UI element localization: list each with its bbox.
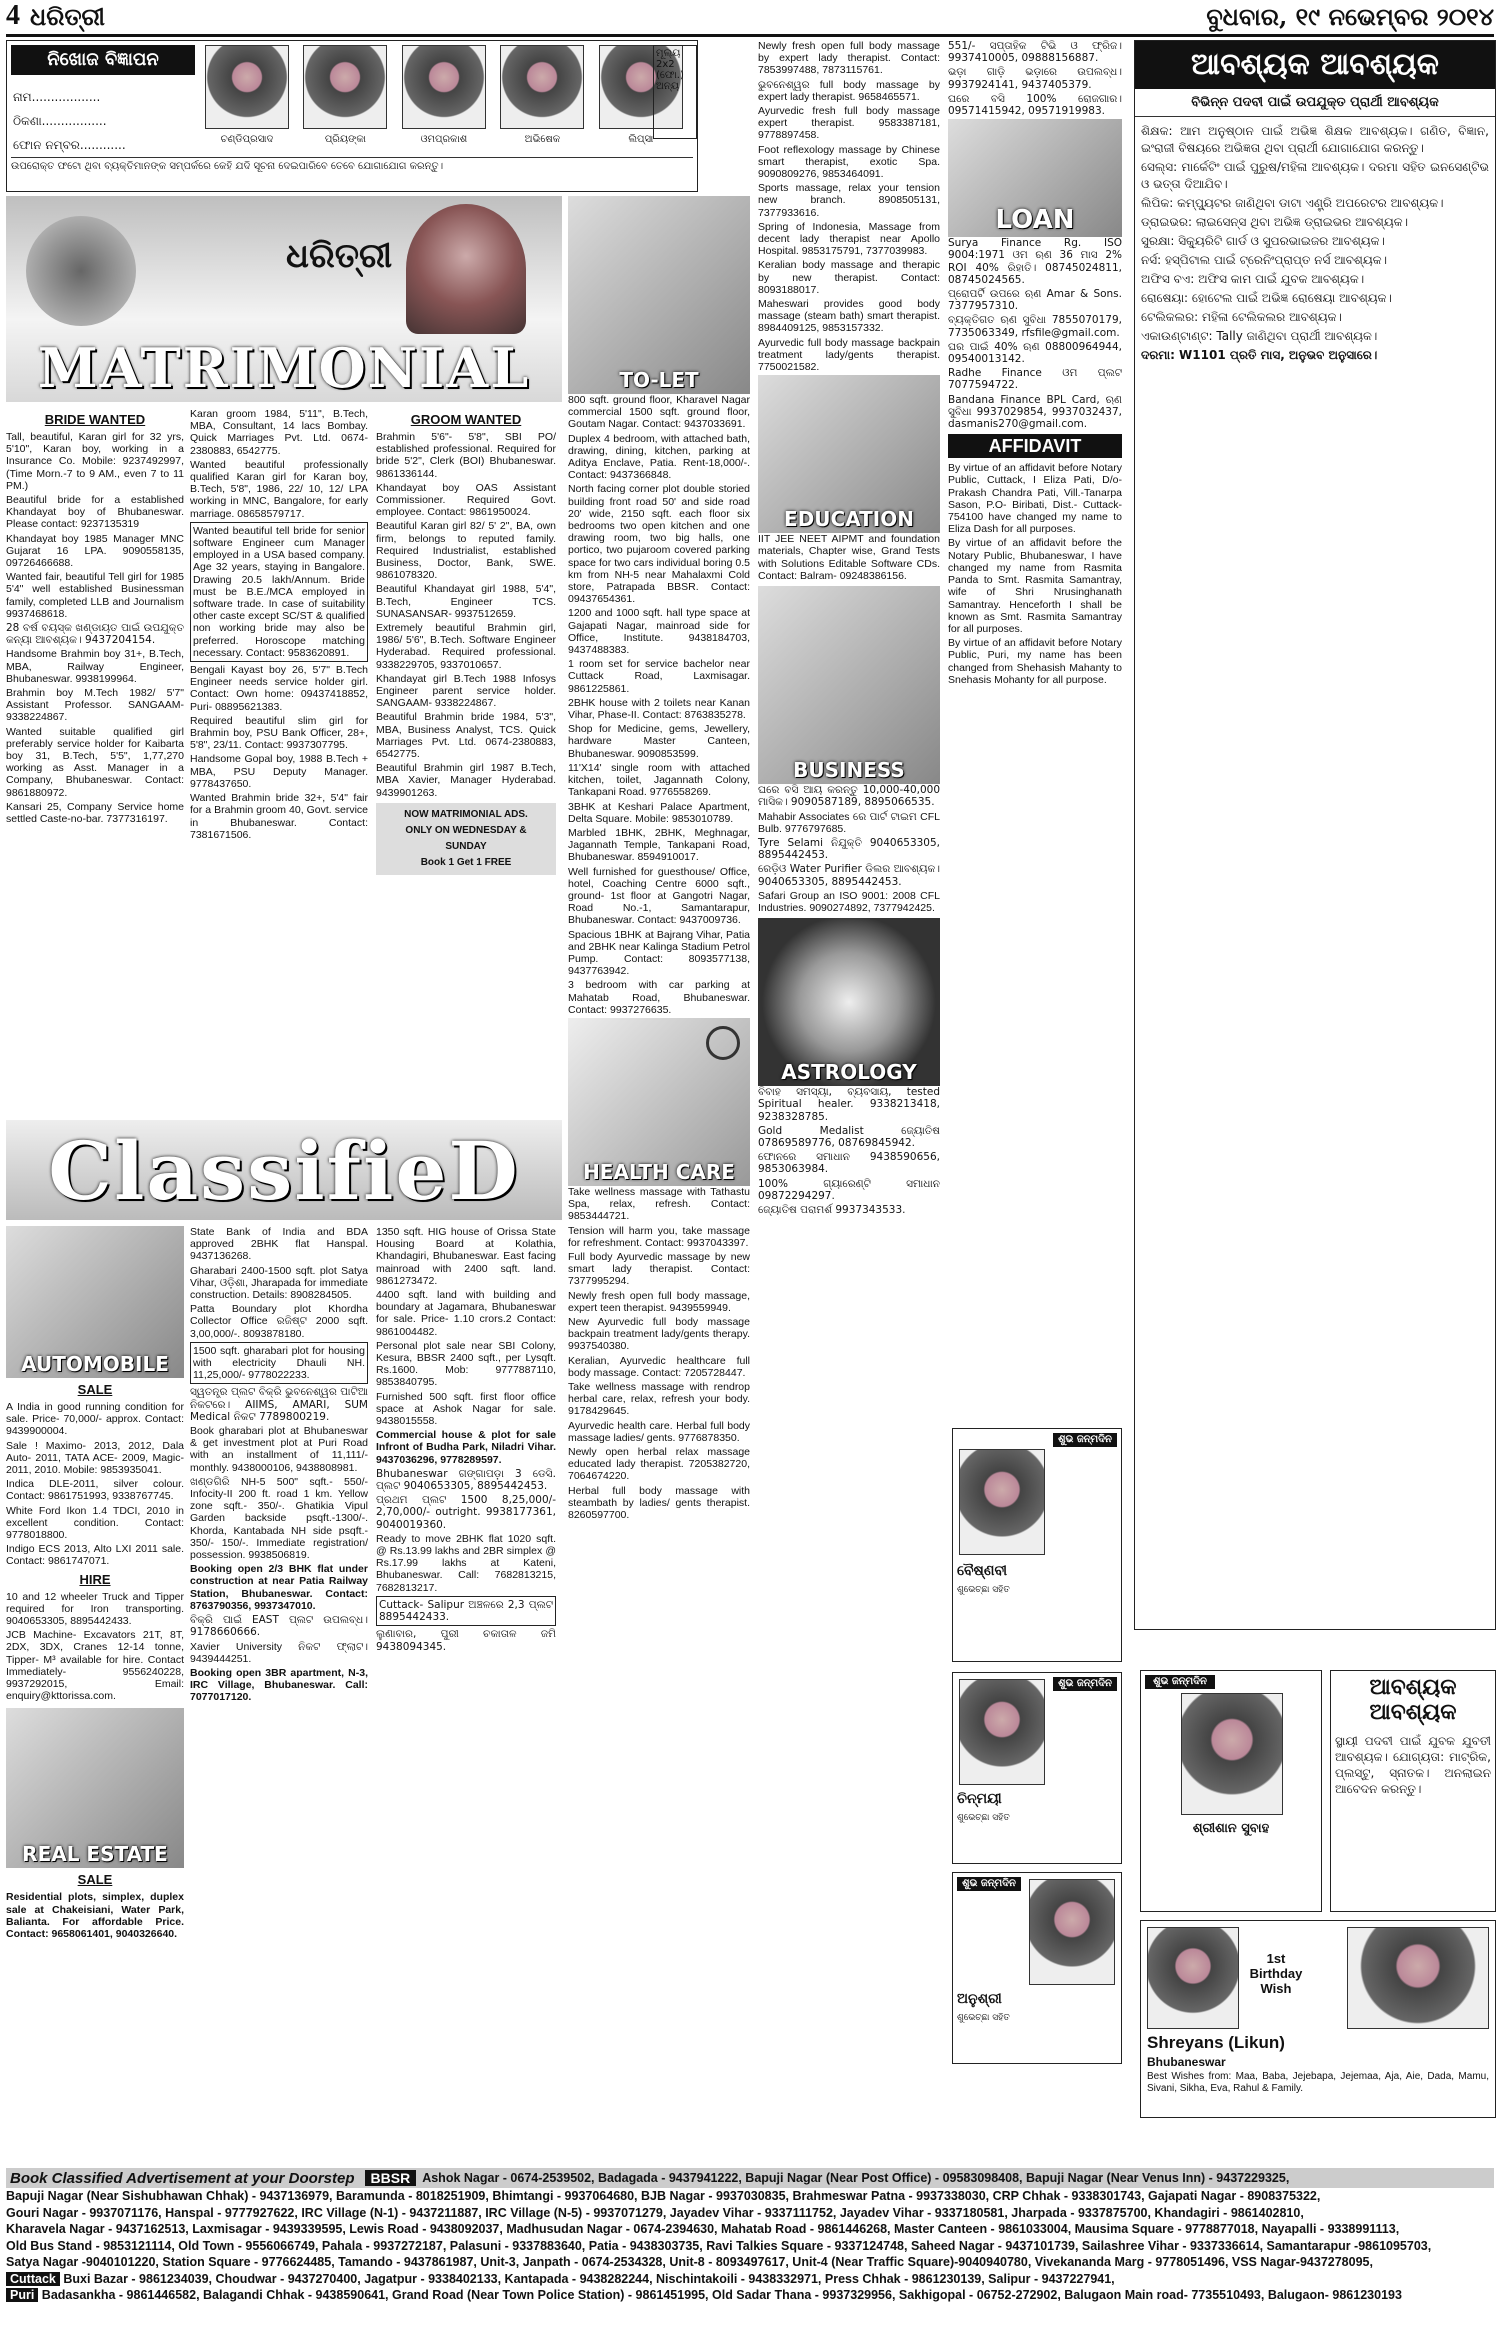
- classified-ad: A India in good running condition for sale. Price- 70,000/- approx. Contact: 9439900004.: [6, 1401, 184, 1438]
- automobile-label: AUTOMOBILE: [21, 1352, 169, 1376]
- face-name: ଲିପ୍ସା: [628, 134, 654, 145]
- bride-wanted-column: [6, 408, 184, 827]
- matrimonial-ad: Khandayat boy OAS Assistant Commissioner. Required Govt. employee. Contact: 9861950024.: [376, 481, 556, 519]
- business-ad: Mahabir Associates ରେ ପାର୍ଟ ଟାଇମ CFL Bulb. 9776797685.: [758, 810, 940, 835]
- misc-ad: 551/- ସପ୍ତାହିକ ଟିଭି ଓ ଫ୍ରିଜ। 9937410005, 09888156887.: [948, 40, 1122, 65]
- astrology-ad: Gold Medalist ଜ୍ୟୋତିଷ 07869589776, 08769845942.: [758, 1124, 940, 1149]
- cuttack-line: Buxi Bazar - 9861234039, Choudwar - 9437270400, Jagatpur - 9338402133, Kantapada - 9438282244, Nischintakoili - 9438332971, Press Chhak - 9861230139, Salipur - 9437227941,: [63, 2271, 1115, 2286]
- footer-line: Bapuji Nagar (Near Sishubhawan Chhak) - 9437136979, Baramunda - 8018251909, Bhimtangi - 9937064680, BJB Nagar - 9937030835, Brahmeswar Patna - 9937338030, CRP Chhak - 9338301743, Gajapati Nagar - 8908375322,: [6, 2189, 1321, 2203]
- first-birthday-box: [1140, 1920, 1496, 2118]
- bride-illustration: [406, 204, 526, 334]
- classified-ad: Gharabari 2400-1500 sqft. plot Satya Vihar, ଓଡ଼ିଶା, Jharapada for immediate construction. Details: 8908284505.: [190, 1264, 368, 1302]
- form-note: ଉପରୋକ୍ତ ଫଟୋ ଥିବା ବ୍ୟକ୍ତିମାନଙ୍କ ସମ୍ପର୍କରେ କେହି ଯଦି ସୂଚନା ଦେଇପାରିବେ ତେବେ ଯୋଗାଯୋଗ କରନ୍ତୁ।: [11, 157, 693, 173]
- classified-column-3: [376, 1226, 556, 1655]
- matrimonial-ad: Karan groom 1984, 5'11", B.Tech, MBA, Consultant, 14 lacs Bombay. Quick Marriages Pvt. Ltd. 0674-2380883, 6542775.: [190, 408, 368, 457]
- classified-ad: Book gharabari plot at Bhubaneswar & get investment plot at Puri Road with an installment of 11,111/- monthly. 9438000106, 9438808981.: [190, 1425, 368, 1474]
- child-photo: [959, 1679, 1045, 1785]
- page-date: ବୁଧବାର, ୧୯ ନଭେମ୍ବର ୨୦୧୪: [1206, 2, 1494, 31]
- face-card: [496, 45, 588, 145]
- child-photo: [1147, 1927, 1239, 2029]
- astrology-ad: ଫୋନରେ ସମାଧାନ 9438590656, 9853063984.: [758, 1151, 940, 1176]
- wish-tag: ଶୁଭ ଜନ୍ମଦିନ: [1053, 1677, 1117, 1691]
- classified-ad: 1350 sqft. HIG house of Orissa State Housing Board at Kolathia, Khandagiri, Bhubaneswar. East facing mainroad with 2400 sqft. land. 9861273472.: [376, 1226, 556, 1287]
- face-card: [299, 45, 391, 145]
- footer-title: Book Classified Advertisement at your Doorstep: [10, 2169, 355, 2187]
- healthcare-label: HEALTH CARE: [583, 1159, 735, 1184]
- business-ad: ରେଡ଼ିଓ Water Purifier ଡିଲର ଆବଶ୍ୟକ। 9040653305, 8895442453.: [758, 863, 940, 888]
- cross-icon: [706, 1026, 740, 1060]
- misc-ad: ଭଡ଼ା ଗାଡ଼ି ଭଡ଼ାରେ ଉପଲବ୍ଧ। 9937924141, 9437405379.: [948, 66, 1122, 91]
- loan-ad: Radhe Finance ଓମ ପ୍ଲଟ 7077594722.: [948, 367, 1122, 392]
- matrimonial-ad: Brahmin boy M.Tech 1982/ 5'7" Assistant Professor. SANGAAM- 9338224867.: [6, 687, 184, 724]
- health-ad: Ayurvedic health care. Herbal full body massage ladies/ gents. 9776878350.: [568, 1419, 750, 1444]
- loan-ad: Surya Finance Rg. ISO 9004:1971 ଓମ ଋଣ 36 ମାସ 2% ROI 40% ରିହାତି। 08745024811, 08745024565.: [948, 237, 1122, 286]
- massage-ad: Sports massage, relax your tension new branch. 8908505131, 7377933616.: [758, 182, 940, 219]
- face-name: ପ୍ରିୟଙ୍କା: [324, 134, 367, 145]
- classified-ad: Booking open 3BR apartment, N-3, IRC Village, Bhubaneswar. Call: 7077017120.: [190, 1666, 368, 1704]
- notice-line: Book 1 Get 1 FREE: [420, 856, 512, 868]
- jobs-paragraph: ଦରମା: W1101 ପ୍ରତି ମାସ, ଅନୁଭବ ଅନୁସାରେ।: [1141, 348, 1378, 362]
- matrimonial-ad: Beautiful Brahmin girl 1987 B.Tech, MBA Xavier, Manager Hyderabad. 9439901263.: [376, 762, 556, 799]
- education-ad: IIT JEE NEET AIPMT and foundation materials, Chapter wise, Grand Tests with Solutions Editable Software CDs. Contact: Balram- 09248386156.: [758, 533, 940, 582]
- tolet-ad: Shop for Medicine, gems, Jewellery, hardware Master Canteen, Bhubaneswar. 9090853599.: [568, 723, 750, 760]
- classified-boxed-ad: Cuttack- Salipur ଅଞ୍ଚଳରେ 2,3 ପ୍ଲଟ 8895442433.: [376, 1596, 556, 1626]
- massage-ad: Ayurvedic fresh full body massage expert therapist. 9583387181, 9778897458.: [758, 105, 940, 142]
- face-name: ଓମପ୍ରକାଶ: [420, 134, 468, 145]
- matrimonial-ad: Khandayat girl B.Tech 1988 Infosys Engineer parent service holder. SANGAAM- 9338224867.: [376, 672, 556, 710]
- to-let-column: [568, 196, 750, 1523]
- form-label: ଫୋନ ନମ୍ବର............: [13, 138, 126, 152]
- matrimonial-ad: Wanted fair, beautiful Tell girl for 1985 5'4" well established Businessman family, completed LLB and Journalism 9937468618.: [6, 571, 184, 620]
- missing-person-form: [6, 40, 698, 192]
- wish-name: ଅନୁଶ୍ରୀ: [957, 1991, 1002, 2007]
- re-sale-heading: SALE: [77, 1872, 113, 1888]
- tolet-ad: Well furnished for guesthouse/ Office, hotel, Coaching Centre 6000 sqft., ground- 1st floor at Gangotri Nagar, Road No.-1, Samantarapur, Bhubaneswar. Contact: 9437009736.: [568, 865, 750, 927]
- birthday-wish-box: [952, 1428, 1122, 1662]
- classified-ad: JCB Machine- Excavators 21T, 8T, 2DX, 3DX, Cranes 12-14 tonne, Tipper- M³ available for hire. Contact Immediately- 9556240228, 9937292015, Email: enquiry@kttorissa.com.: [6, 1629, 184, 1703]
- classified-ad: Patta Boundary plot Khordha Collector Office ରଜିଷ୍ଟ 2000 sqft. 3,00,000/-. 8093878180.: [190, 1303, 368, 1340]
- form-labels: [13, 85, 126, 157]
- wish-tag: ଶୁଭ ଜନ୍ମଦିନ: [1053, 1433, 1117, 1447]
- birthday-text: Best Wishes from: Maa, Baba, Jejebapa, Jejemaa, Aja, Aie, Dada, Mamu, Sivani, Sikha, Eva, Rahul & Family.: [1147, 2071, 1489, 2095]
- jobs-paragraph: ଏକାଉଣ୍ଟାଣ୍ଟ: Tally ଜାଣିଥିବା ପ୍ରାର୍ଥୀ ଆବଶ୍ୟକ।: [1141, 329, 1378, 343]
- face-photo: [205, 45, 289, 129]
- page-number: 4: [6, 0, 20, 31]
- tolet-ad: Spacious 1BHK at Bajrang Vihar, Patia and 2BHK near Kalinga Stadium Petrol Pump. Contact: 8093577138, 9437763942.: [568, 928, 750, 978]
- tolet-ad: 3BHK at Keshari Palace Apartment, Delta Square. Mobile: 9853010789.: [568, 800, 750, 825]
- jobs-paragraph: ଟେଲିକଲର: ମହିଳା ଟେଲିକଲର ଆବଶ୍ୟକ।: [1141, 310, 1342, 324]
- notice-line: SUNDAY: [445, 840, 487, 852]
- tolet-label: TO-LET: [619, 368, 699, 392]
- loan-label: LOAN: [995, 205, 1075, 236]
- tolet-ad: 1200 and 1000 sqft. hall type space at Gajapati Nagar, mainroad side for Office, Institute. 9438184703, 9437488383.: [568, 607, 750, 657]
- business-image: [758, 586, 940, 784]
- classified-ad: 4400 sqft. land with building and boundary at Jagamara, Bhubaneswar for sale. Price- 1.10 crors.2 Contact: 9861004482.: [376, 1289, 556, 1338]
- jobs-paragraph: ସୁରକ୍ଷା: ସିକ୍ୟୁରିଟି ଗାର୍ଡ ଓ ସୁପରଭାଇଜର ଆବଶ୍ୟକ।: [1141, 234, 1385, 248]
- bride-heading: BRIDE WANTED: [44, 412, 146, 427]
- cuttack-tag: Cuttack: [6, 2272, 60, 2286]
- hire-heading: HIRE: [79, 1571, 111, 1587]
- health-ad: Herbal full body massage with steambath by ladies/ gents therapist. 8260597700.: [568, 1484, 750, 1522]
- classified-column-2: [190, 1226, 368, 1706]
- education-label: EDUCATION: [784, 507, 914, 532]
- matrimonial-ad: Extremely beautiful Brahmin girl, 1986/ 5'6", B.Tech. Software Engineer Hyderabad. Required professional. 9338229705, 9337010657.: [376, 622, 556, 671]
- health-ad: Newly open herbal relax massage educated lady therapist. 7205382720, 7064674220.: [568, 1446, 750, 1483]
- classified-ad: 10 and 12 wheeler Truck and Tipper required for Iron transporting. 9040653305, 8895442433.: [6, 1590, 184, 1628]
- face-name: ଅଭିଷେକ: [524, 134, 561, 145]
- footer-line-cuttack: [6, 2271, 1494, 2288]
- child-photo: [1181, 1693, 1283, 1815]
- matrimonial-column-2: [190, 408, 368, 843]
- birthday-city: Bhubaneswar: [1147, 2055, 1226, 2069]
- classified-ad: Indica DLE-2011, silver colour. Contact: 9861751993, 9338767745.: [6, 1478, 184, 1503]
- classified-ad: ଖଣ୍ଡଗିରି NH-5 500" sqft.- 550/- Infocity-II 200 ft. road 1 km. Yellow zone sqft.- 350/-. Ghatikia Vipul Garden backside psqft.-1300/-. Khorda, Kantabada NH side psqft.- 350/- 150/-. Immediate registration/ possession. 9938506819.: [190, 1475, 368, 1562]
- birthday-wish-box: [952, 1672, 1122, 1864]
- jobs-paragraph: ରୋଷେୟା: ହୋଟେଲ ପାଇଁ ଅଭିଜ୍ଞ ରୋଷେୟା ଆବଶ୍ୟକ।: [1141, 291, 1392, 305]
- jobs-paragraph: ଅଫିସ ବଏ: ଅଫିସ କାମ ପାଇଁ ଯୁବକ ଆବଶ୍ୟକ।: [1141, 272, 1365, 286]
- health-ad: Keralian, Ayurvedic healthcare full body massage. Contact: 7205728447.: [568, 1354, 750, 1379]
- massage-ad: Keralian body massage and therapic by new therapist. Contact: 8093188017.: [758, 259, 940, 296]
- classified-ad: Ready to move 2BHK flat 1020 sqft. @ Rs.13.99 lakhs and 2BR simplex @ Rs.17.99 lakhs at Kateni, Bhubaneswar. Call: 7682813215, 7682813217.: [376, 1532, 556, 1594]
- wish-name: ଶ୍ରୀଶାନ ସୁବାହ: [1192, 1821, 1270, 1836]
- classified-ad: Furnished 500 sqft. first floor office space at Ashok Nagar for sale. 9438015558.: [376, 1390, 556, 1428]
- jobs-paragraph: ଡ୍ରାଇଭର: ଲାଇସେନ୍ସ ଥିବା ଅଭିଜ୍ଞ ଡ୍ରାଇଭର ଆବଶ୍ୟକ।: [1141, 215, 1408, 229]
- footer-line: Old Bus Stand - 9853121114, Old Town - 9556066749, Pahala - 9937272187, Palasuni - 9337883640, Patia - 9438303735, Ravi Talkies Square - 9337124748, Saheed Nagar - 9437101739, Sailashree Vihar - 9337336614, Samantarapur -9861095703,: [6, 2238, 1432, 2253]
- classified-ad: Booking open 2/3 BHK flat under construction at near Patia Railway Station, Bhubaneswar. Contact: 8763790356, 9937347010.: [190, 1563, 368, 1612]
- classified-boxed-ad: 1500 sqft. gharabari plot for housing with electricity Dhauli NH. 11,25,000/- 9778022233.: [190, 1342, 368, 1385]
- health-ad: New Ayurvedic full body massage backpain treatment lady/gents therapy. 9937540380.: [568, 1315, 750, 1353]
- matrimonial-ad: Beautiful Brahmin bride 1984, 5'3", MBA, Business Analyst, TCS. Quick Marriages Pvt. Ltd. 0674-2380883, 6542775.: [376, 711, 556, 761]
- business-label: BUSINESS: [793, 758, 905, 783]
- child-photo: [1347, 1927, 1489, 2029]
- massage-education-column: [758, 40, 940, 1218]
- loan-ad: ପ୍ରୋପର୍ଟି ଉପରେ ଋଣ Amar & Sons. 7377957310.: [948, 288, 1122, 313]
- matrimonial-ad: Tall, beautiful, Karan girl for 32 yrs, 5'10", Karan boy, working in a Insurance Co. Mobile: 9237492997, (Time Morn.-7 to 9 AM., even 7 to 11 PM.): [6, 431, 184, 492]
- jobs-paragraph: ନର୍ସ: ହସ୍ପିଟାଲ ପାଇଁ ଟ୍ରେନିଂପ୍ରାପ୍ତ ନର୍ସ ଆବଶ୍ୟକ।: [1141, 253, 1388, 267]
- matrimonial-ad: Bengali Kayast boy 26, 5'7" B.Tech Engineer needs service holder girl. Contact: Own home: 09437418852, Puri- 08895621383.: [190, 664, 368, 713]
- drum-illustration: [26, 216, 136, 326]
- jobs-box-text: ସ୍ଥାୟୀ ପଦବୀ ପାଇଁ ଯୁବକ ଯୁବତୀ ଆବଶ୍ୟକ। ଯୋଗ୍ୟତା: ମାଟ୍ରିକ, ପ୍ଲସ୍‌ଟୁ, ସ୍ନାତକ। ଅନଲାଇନ ଆବେଦନ କରନ୍ତୁ।: [1335, 1734, 1491, 1796]
- classified-ad: Indigo ECS 2013, Alto LXI 2011 sale. Contact: 9861747071.: [6, 1543, 184, 1568]
- face-photo: [402, 45, 486, 129]
- astrology-ad: ଜ୍ୟୋତିଷ ପରାମର୍ଶ 9937343533.: [758, 1203, 906, 1216]
- realestate-image: [6, 1708, 184, 1868]
- matrimonial-ad: Handsome Gopal boy, 1988 B.Tech + MBA, PSU Deputy Manager. 9778437650.: [190, 753, 368, 790]
- wish-name: ଚିନ୍ମୟୀ: [957, 1791, 1002, 1807]
- sale-heading: SALE: [77, 1382, 113, 1397]
- birthday-heading: 1st Birthday Wish: [1249, 1951, 1303, 1996]
- matrimonial-ad: Wanted suitable qualified girl preferably service holder for Kaibarta boy 31, B.Tech, 5'5", 1,77,270 working as Asst. Manager in a Company, Bhubaneswar. Contact: 9861880972.: [6, 725, 184, 799]
- matrimonial-ad: Required beautiful slim girl for Brahmin boy, PSU Bank Officer, 28+, 5'8", 23/11. Contact: 9937307795.: [190, 714, 368, 752]
- affidavit-heading: AFFIDAVIT: [948, 434, 1122, 458]
- classified-ad: Xavier University ନିକଟ ଫ୍ଲାଟ। 9439444251.: [190, 1640, 368, 1665]
- classified-ad: ସ୍ୱତନ୍ତ୍ର ପ୍ଲଟ ବିକ୍ରି ଭୁବନେଶ୍ୱର ପାଟିଆ ନିକଟରେ। AIIMS, AMARI, SUM Medical ନିକଟ 7789800219.: [190, 1386, 368, 1423]
- jobs-paragraph: ଲିପିକ: କମ୍ପ୍ୟୁଟର ଜାଣିଥିବା ଡାଟା ଏଣ୍ଟ୍ରି ଅପରେଟର ଆବଶ୍ୟକ।: [1141, 196, 1444, 210]
- footer-line: Satya Nagar -9040101220, Station Square - 9776624485, Tamando - 9437861987, Unit-3, Janpath - 0674-2534328, Unit-8 - 8093497617, Unit-4 (Near Traffic Square)-9040940780, Vivekananda Marg - 9778051496, VSS Nagar-9437278095,: [6, 2255, 1373, 2269]
- business-ad: Safari Group an ISO 9001: 2008 CFL Industries. 9090274892, 7377942425.: [758, 889, 940, 914]
- tolet-ad: North facing corner plot double storied building front road 50' and side road 20' wide, 2150 sqft. each floor six bedrooms two open kitchen and one drawing room, two big halls, one portico, two pujaroom covered parking space for two cars individual boring 0.5 km from NH-5 near Mahalaxmi Cold store, Patrapada BBSR. Contact: 09437654361.: [568, 483, 750, 606]
- massage-ad: ଭୁବନେଶ୍ୱର full body massage by expert lady therapist. 9658465571.: [758, 78, 940, 103]
- affidavit-notice: By virtue of an affidavit before Notary Public, Cuttack, I Eliza Pati, D/o- Prakash Chandra Pati, Vill.-Tanarpa Sason, P.O- Biribati, Dist.- Cuttack- 754100 have changed my name to Eliza Dash for all purposes.: [948, 462, 1122, 536]
- matrimonial-ad: Brahmin 5'6"- 5'8", SBI PO/ established professional. Required for bride 5'2", Clerk (BOI) Bhubaneswar. 9861336144.: [376, 431, 556, 480]
- loan-ad: ଘର ପାଇଁ 40% ଋଣ 08800964944, 09540013142.: [948, 340, 1122, 366]
- matrimonial-ad: Beautiful bride for a established Khandayat boy of Bhubaneswar. Please contact: 9237135319: [6, 494, 184, 531]
- tolet-ad: 1 room set for service bachelor near Cuttack Road, Laxmisagar. 9861225861.: [568, 658, 750, 695]
- matrimonial-logo: ଧରିତ୍ରୀ: [286, 236, 393, 276]
- business-ad: Tyre Selami ନିଯୁକ୍ତି 9040653305, 8895442453.: [758, 836, 940, 862]
- jobs-box-2: [1330, 1670, 1496, 1912]
- business-ad: ଘରେ ବସି ଆୟ କରନ୍ତୁ 10,000-40,000 ମାସିକ। 9090587189, 8895066535.: [758, 784, 940, 809]
- jobs-paragraph: ସେଲ୍ସ: ମାର୍କେଟିଂ ପାଇଁ ପୁରୁଷ/ମହିଳା ଆବଶ୍ୟକ। ଦରମା ସହିତ ଇନସେଣ୍ଟିଭ ଓ ଭତ୍ତା ଦିଆଯିବ।: [1141, 160, 1489, 191]
- astrology-label: ASTROLOGY: [781, 1060, 917, 1085]
- paper-name: ଧରିତ୍ରୀ: [30, 2, 105, 31]
- form-price-box: ମୂଲ୍ୟ 2x2 (ଫୋ.) ଅନ୍ୟ: [653, 45, 697, 139]
- affidavit-notice: By virtue of an affidavit before Notary Public, Puri, my name has been changed from Shehasish Mahanty to Snehasis Mohanty for all purpose.: [948, 637, 1122, 686]
- birthday-name: Shreyans (Likun): [1147, 2033, 1285, 2052]
- healthcare-image: [568, 1018, 750, 1186]
- groom-wanted-column: [376, 408, 556, 875]
- matrimonial-ad: Beautiful Karan girl 82/ 5' 2", BA, own firm, belongs to reputed family. Required Industrialist, established Business, Doctor, Bank, SWE. 9861078320.: [376, 520, 556, 582]
- jobs-subtitle: ବିଭିନ୍ନ ପଦବୀ ପାଇଁ ଉପଯୁକ୍ତ ପ୍ରାର୍ଥୀ ଆବଶ୍ୟକ: [1135, 89, 1495, 117]
- tolet-ad: Marbled 1BHK, 2BHK, Meghnagar, Jagannath Temple, Tankapani Road, Bhubaneswar. 8594910017.: [568, 826, 750, 864]
- page-header: [6, 0, 1494, 37]
- wish-tag: ଶୁଭ ଜନ୍ମଦିନ: [1145, 1675, 1215, 1689]
- puri-line: Badasankha - 9861446582, Balagandi Chhak - 9438590641, Grand Road (Near Town Police Station) - 9861451995, Old Sadar Thana - 9937329956, Sakhigopal - 06752-272902, Balugaon Main road- 7735510493, Balugaon- 9861230193: [41, 2288, 1402, 2302]
- health-ad: Take wellness massage with rendrop herbal care, relax, refresh your body. 9178429645.: [568, 1381, 750, 1418]
- birthday-wish-box: [1140, 1670, 1322, 1912]
- massage-ad: Foot reflexology massage by Chinese smart therapist, exotic Spa. 9090809276, 9853464091.: [758, 143, 940, 181]
- matrimonial-ad: Kansari 25, Company Service home settled Caste-no-bar. 7377316197.: [6, 800, 184, 826]
- matrimonial-ad: Beautiful Khandayat girl 1988, 5'4", B.Tech, Engineer TCS. SUNASANSAR- 9937512659.: [376, 583, 556, 620]
- tolet-ad: 2BHK house with 2 toilets near Kanan Vihar, Phase-II. Contact: 8763835278.: [568, 696, 750, 722]
- health-ad: Take wellness massage with Tathastu Spa, relax, refresh. Contact: 9853444721.: [568, 1185, 750, 1223]
- massage-ad: Ayurvedic full body massage backpain treatment lady/gents therapist. 7750021582.: [758, 336, 940, 374]
- classified-ad: Residential plots, simplex, duplex sale at Chakeisiani, Water Park, Balianta. For affordable Price. Contact: 9658061401, 9040326640.: [6, 1891, 184, 1941]
- loan-ad: Bandana Finance BPL Card, ଋଣ ସୁବିଧା 9937029854, 9937032437, dasmanis270@gmail.com.: [948, 393, 1122, 431]
- wish-text: ଶୁଭେଚ୍ଛା ସହିତ: [957, 1813, 1010, 1823]
- face-photo: [303, 45, 387, 129]
- wish-tag: ଶୁଭ ଜନ୍ମଦିନ: [957, 1877, 1021, 1891]
- notice-line: ONLY ON WEDNESDAY &: [405, 824, 527, 836]
- jobs-advertisement: [1134, 40, 1496, 1630]
- classified-ad: Personal plot sale near SBI Colony, Kesura, BBSR 2400 sqft., per Lysqft. Rs.1600. Mob: 9777887110, 9853840795.: [376, 1339, 556, 1389]
- realestate-label: REAL ESTATE: [22, 1842, 168, 1867]
- classified-ad: ବିକ୍ରି ପାଇଁ EAST ପ୍ଲଟ ଉପଲବ୍ଧ। 9178660666.: [190, 1614, 368, 1639]
- loan-ad: ବ୍ୟକ୍ତିଗତ ଋଣ ସୁବିଧା 7855070179, 7735063349, rfsfile@gmail.com.: [948, 314, 1122, 339]
- classified-banner: [6, 1120, 562, 1220]
- loan-affidavit-column: [948, 40, 1122, 688]
- child-photo: [1029, 1879, 1115, 1985]
- face-name: ଚଣ୍ଡିପ୍ରସାଦ: [220, 134, 274, 145]
- tolet-ad: 800 sqft. ground floor, Kharavel Nagar commercial 1500 sqft. ground floor, Goutam Nagar. Contact: 9437033691.: [568, 394, 750, 431]
- footer-line: Ashok Nagar - 0674-2539502, Badagada - 9437941222, Bapuji Nagar (Near Post Office) - 09583098408, Bapuji Nagar (Near Venus Inn) - 9437229325,: [422, 2170, 1290, 2185]
- matrimonial-banner: [6, 196, 562, 402]
- massage-ad: Spring of Indonesia, Massage from decent lady therapist near Apollo Hospital. 9853175791, 7377039983.: [758, 220, 940, 258]
- birthday-wish-box: [952, 1872, 1122, 2064]
- astrology-ad: 100% ଗ୍ୟାରେଣ୍ଟି ସମାଧାନ 09872294297.: [758, 1177, 940, 1202]
- classified-ad: Commercial house & plot for sale Infront of Budha Park, Niladri Vihar. 9437036296, 9778289597.: [376, 1429, 556, 1466]
- footer-line-puri: [6, 2287, 1494, 2304]
- astrology-image: [758, 918, 940, 1086]
- wish-text: ଶୁଭେଚ୍ଛା ସହିତ: [957, 1585, 1010, 1595]
- matrimonial-notice: [376, 803, 556, 875]
- classified-ad: White Ford Ikon 1.4 TDCI, 2010 in excellent condition. Contact: 9778018800.: [6, 1504, 184, 1542]
- classified-ad: ଲୁଣାବାର, ପୁରୀ ଚକାତାଳ ଜମି 9438094345.: [376, 1628, 556, 1653]
- face-card: [201, 45, 293, 145]
- child-photo: [959, 1449, 1045, 1555]
- astrology-ad: ବିବାହ ସମସ୍ୟା, ବ୍ୟବସାୟ, tested Spiritual healer. 9338213418, 9238328785.: [758, 1086, 940, 1123]
- automobile-image: [6, 1226, 184, 1378]
- puri-tag: Puri: [6, 2288, 38, 2302]
- booking-footer: [6, 2168, 1494, 2304]
- matrimonial-boxed-ad: Wanted beautiful tell bride for senior software Engineer cum Manager employed in a USA based company. Age 32 years, staying in Bangalore. Drawing 20.5 lakh/Annum. Bride must be B.E./MCA employed in software trade. In case of suitability other caste except SC/ST & qualified non working bride may also be preferred. Horoscope matching necessary. Contact: 9583620891.: [190, 522, 368, 662]
- notice-line: NOW MATRIMONIAL ADS.: [404, 808, 528, 820]
- tolet-ad: 3 bedroom with car parking at Mahatab Road, Bhubaneswar. Contact: 9937276635.: [568, 979, 750, 1016]
- face-photos: [201, 45, 687, 147]
- footer-line: Kharavela Nagar - 9437162513, Laxmisagar - 9439339595, Lewis Road - 9438092037, Madhusudan Nagar - 0674-2394630, Mahatab Road - 9861446268, Master Canteen - 9861033004, Mausima Square - 9778877018, Nayapalli - 9338991113,: [6, 2222, 1400, 2236]
- massage-ad: Maheswari provides good body massage (steam bath) smart therapist. 8984409125, 9853157332.: [758, 298, 940, 335]
- jobs-box-title: ଆବଶ୍ୟକ ଆବଶ୍ୟକ: [1369, 1675, 1457, 1725]
- classified-column-1: [6, 1226, 184, 1942]
- loan-image: [948, 119, 1122, 237]
- tolet-ad: Duplex 4 bedroom, with attached bath, drawing, dining, kitchen, parking at Aditya Enclave, Patia. Rent-18,000/-. Contact: 9437366848.: [568, 432, 750, 482]
- matrimonial-ad: 28 ବର୍ଷ ବୟସ୍କ ଖଣ୍ଡାୟତ ପାଇଁ ଉପଯୁକ୍ତ କନ୍ୟା ଆବଶ୍ୟକ। 9437204154.: [6, 622, 184, 647]
- bbsr-tag: BBSR: [365, 2170, 417, 2186]
- massage-ad: Newly fresh open full body massage by expert lady therapist. Contact: 7853997488, 7873115761.: [758, 40, 940, 77]
- classified-ad: Sale ! Maximo- 2013, 2012, Dala Auto- 2011, TATA ACE- 2009, Magic- 2011, 2010. Mobile: 9853935041.: [6, 1439, 184, 1477]
- groom-heading: GROOM WANTED: [410, 412, 522, 427]
- jobs-title: ଆବଶ୍ୟକ ଆବଶ୍ୟକ: [1135, 41, 1495, 89]
- face-photo: [500, 45, 584, 129]
- education-image: [758, 375, 940, 533]
- matrimonial-ad: Wanted Brahmin bride 32+, 5'4" fair for a Brahmin groom 40, Govt. service in Bhubaneswar. Contact: 7381671506.: [190, 792, 368, 841]
- classified-ad: ପ୍ରଥମ ପ୍ଲଟ 1500 8,25,000/- 2,70,000/- outright. 9938177361, 9040019360.: [376, 1494, 556, 1531]
- footer-line: Gouri Nagar - 9937071176, Hanspal - 9777927622, IRC Village (N-1) - 9437211887, IRC Village (N-5) - 9937071279, Jayadev Vihar - 9337111752, Jayadev Vihar - 9337180581, Jharpada - 9337875700, Khandagiri - 9861402810,: [6, 2205, 1304, 2220]
- form-title: ନିଖୋଜ ବିଜ୍ଞାପନ: [11, 45, 195, 75]
- jobs-paragraph: ଶିକ୍ଷକ: ଆମ ଅନୁଷ୍ଠାନ ପାଇଁ ଅଭିଜ୍ଞ ଶିକ୍ଷକ ଆବଶ୍ୟକ। ଗଣିତ, ବିଜ୍ଞାନ, ଇଂରାଜୀ ବିଷୟରେ ଅଭିଜ୍ଞତା ଥିବା ପ୍ରାର୍ଥୀ ଯୋଗାଯୋଗ କରନ୍ତୁ।: [1141, 124, 1489, 155]
- health-ad: Full body Ayurvedic massage by new smart lady therapist. Contact: 7377995294.: [568, 1250, 750, 1288]
- classified-ad: State Bank of India and BDA approved 2BHK flat Hanspal. 9437136268.: [190, 1226, 368, 1263]
- tolet-image: [568, 196, 750, 394]
- wish-text: ଶୁଭେଚ୍ଛା ସହିତ: [957, 2013, 1010, 2023]
- footer-header: [6, 2168, 1494, 2188]
- classified-ad: Bhubaneswar ଗଙ୍ଗାପଡ଼ା 3 ଡେସି. ପ୍ଲଟ 9040653305, 8895442453.: [376, 1467, 556, 1493]
- misc-ad: ଘରେ ବସି 100% ରୋଜଗାର। 09571415942, 09571919983.: [948, 92, 1122, 118]
- affidavit-notice: By virtue of an affidavit before the Notary Public, Bhubaneswar, I have changed my name from Rasmita Panda to Smt. Rasmita Samantray, wife of Shri Nrusinghanath Samantray. Henceforth I shall be known as Smt. Rasmita Samantray for all purposes.: [948, 537, 1122, 635]
- wish-name: ବୈଷ୍ଣବୀ: [957, 1563, 1008, 1579]
- matrimonial-title: MATRIMONIAL: [37, 336, 531, 400]
- face-card: [398, 45, 490, 145]
- classified-title: ClassifieD: [48, 1124, 520, 1218]
- matrimonial-ad: Wanted beautiful professionally qualified Karan girl for Karan boy, B.Tech, 5'8", 1986, 22/ 10, 12/ LPA working in MNC, Bangalore, for early marriage. 08658579717.: [190, 458, 368, 520]
- tolet-ad: 11'X14' single room with attached kitchen, toilet, Jagannath Colony, Tankapani Road. 9776558269.: [568, 761, 750, 799]
- health-ad: Newly fresh open full body massage, expert teen therapist. 9439559949.: [568, 1289, 750, 1314]
- form-label: ନାମ..................: [13, 90, 101, 104]
- matrimonial-ad: Khandayat boy 1985 Manager MNC Gujarat 16 LPA. 9090558135, 09726466688.: [6, 532, 184, 570]
- matrimonial-ad: Handsome Brahmin boy 31+, B.Tech, MBA, Railway Engineer, Bhubaneswar. 9938199964.: [6, 648, 184, 685]
- form-label: ଠିକଣା.................: [13, 114, 107, 128]
- health-ad: Tension will harm you, take massage for refreshment. Contact: 9937043397.: [568, 1224, 750, 1249]
